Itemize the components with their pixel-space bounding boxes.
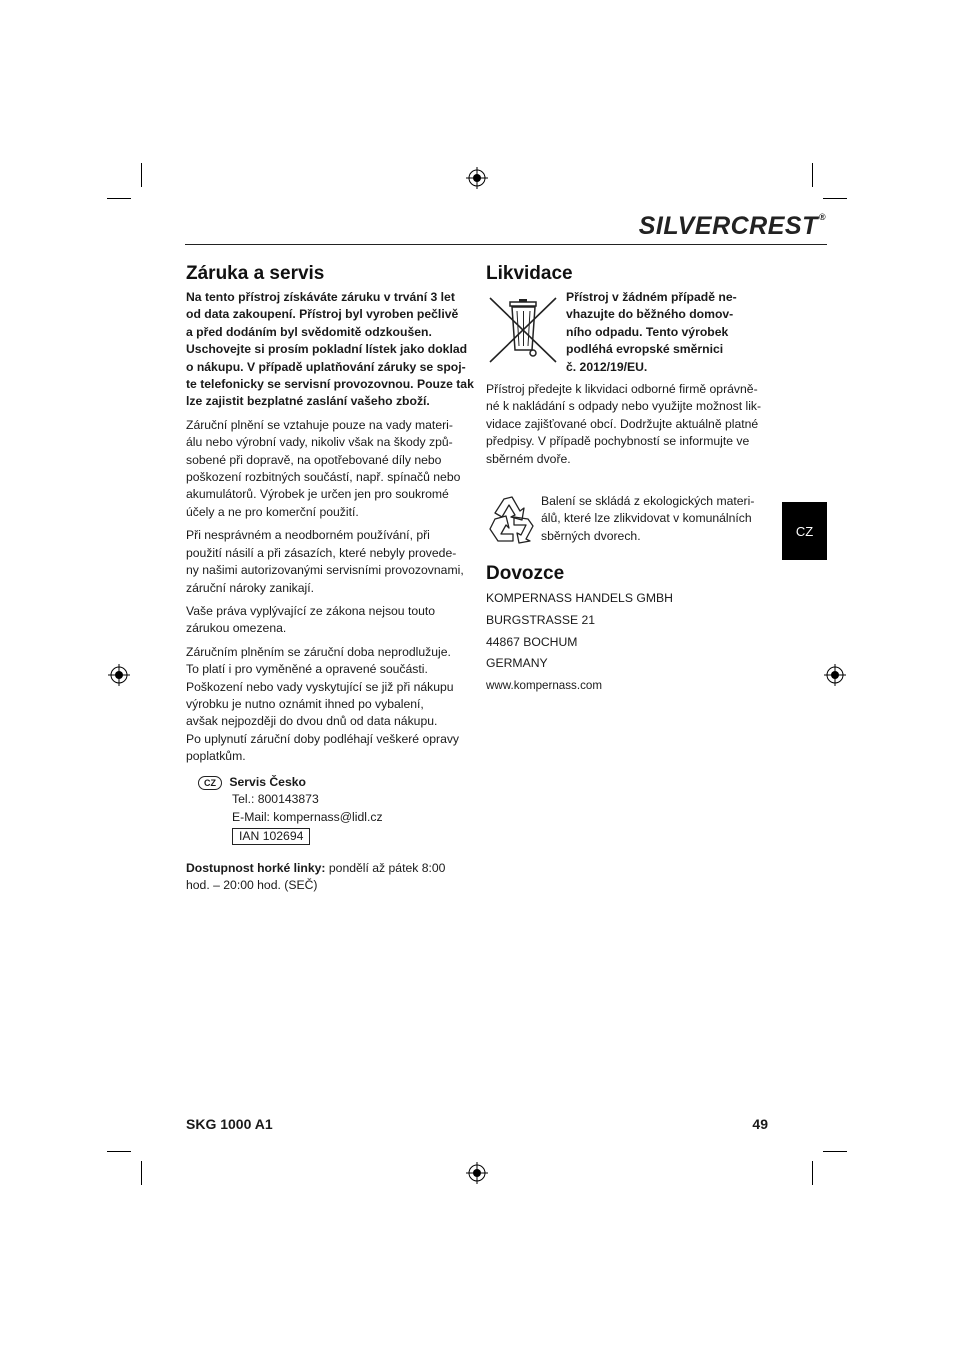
importer-address [486, 588, 776, 697]
text-line: použití násilí a při zásazích, které nebyly provede- [186, 545, 457, 560]
text-line: vidace zajišťované obcí. Dodržujte aktuálně platné [486, 416, 759, 431]
text-line: účely a ne pro komerční použití. [186, 504, 359, 519]
text-line: č. 2012/19/EU. [566, 359, 648, 374]
hotline-label: Dostupnost horké linky: [186, 861, 326, 875]
registration-mark-icon [824, 664, 846, 686]
text-line: předpisy. V případě pochybností se informujte ve [486, 434, 750, 449]
warranty-paragraph-4 [186, 603, 476, 638]
hotline-hours: pondělí až pátek 8:00 [325, 861, 446, 875]
text-line: Uschovejte si prosím pokladní lístek jako doklad [186, 342, 468, 357]
importer-website: www.kompernass.com [486, 679, 602, 693]
service-title: Servis Česko [229, 775, 306, 789]
warranty-paragraph-5 [186, 644, 476, 766]
warranty-paragraph-3 [186, 527, 476, 597]
text-line: te telefonicky se servisní provozovnou. Pouze tak [186, 377, 474, 392]
text-line: sběrných dvorech. [541, 528, 641, 543]
brand-logo [639, 212, 826, 241]
text-line: To platí i pro vyměněné a opravené součásti. [186, 662, 428, 677]
registration-mark-icon [466, 167, 488, 189]
text-line: álů, které lze zlikvidovat v komunálních [541, 511, 752, 526]
text-line: Poškození nebo vady vyskytující se již při nákupu [186, 679, 454, 694]
country-badge: CZ [198, 776, 222, 790]
text-line: sběrném dvoře. [486, 451, 571, 466]
text-line: vhazujte do běžného domov- [566, 307, 734, 322]
crop-mark [141, 163, 142, 187]
warranty-paragraph-1 [186, 289, 476, 411]
text-line: podléhá evropské směrnici [566, 342, 724, 357]
text-line: Přístroj v žádném případě ne- [566, 290, 737, 304]
service-phone: Tel.: 800143873 [232, 792, 319, 807]
importer-company: KOMPERNASS HANDELS GMBH [486, 591, 673, 605]
crop-mark [812, 1161, 813, 1185]
text-line: poškození rozbitných součástí, např. spínačů nebo [186, 470, 461, 485]
warranty-heading: Záruka a servis [186, 263, 325, 284]
text-line: výrobku je nutno oznámit ihned po vybalení, [186, 696, 424, 711]
text-line: Vaše práva vyplývající ze zákona nejsou touto [186, 603, 436, 618]
ian-number: IAN 102694 [232, 828, 310, 845]
crop-mark [107, 1151, 131, 1152]
text-line: álu nebo výrobní vady, nikoliv však na škody způ- [186, 435, 453, 450]
text-line: ny našimi autorizovanými servisními provozovnami, [186, 563, 464, 578]
text-line: o nákupu. V případě uplatňování záruky se spoj- [186, 359, 466, 374]
disposal-paragraph [486, 381, 776, 468]
crop-mark [812, 163, 813, 187]
warranty-paragraph-2 [186, 417, 476, 521]
model-number: SKG 1000 A1 [186, 1116, 273, 1132]
packaging-note [541, 493, 771, 545]
text-line: avšak nejpozději do dvou dnů od data nákupu. [186, 714, 438, 729]
importer-city: 44867 BOCHUM [486, 634, 578, 649]
text-line: sobené při dopravě, na opotřebované díly nebo [186, 452, 442, 467]
brand-registered-mark: ® [818, 212, 826, 222]
text-line: akumulátorů. Výrobek je určen jen pro soukromé [186, 487, 449, 502]
service-email: E-Mail: kompernass@lidl.cz [232, 809, 383, 824]
service-details [232, 791, 468, 845]
crop-mark [823, 198, 847, 199]
text-line: a před dodáním byl svědomitě odzkoušen. [186, 324, 432, 339]
page-number: 49 [752, 1116, 768, 1132]
text-line: zárukou omezena. [186, 621, 287, 636]
text-line: Při nesprávném a neodborném používání, při [186, 528, 430, 543]
text-line: od data zakoupení. Přístroj byl vyroben pečlivě [186, 307, 459, 322]
hotline-info [186, 860, 476, 895]
brand-name: SILVERCREST [638, 212, 818, 240]
disposal-warning [566, 289, 776, 376]
text-line: né k nakládání s odpady nebo využijte možnost lik- [486, 399, 762, 414]
crossed-bin-icon [488, 296, 558, 364]
warranty-text [186, 289, 476, 772]
text-line: Po uplynutí záruční doby podléhají veškeré opravy [186, 731, 460, 746]
text-line: Záručním plněním se záruční doba neprodlužuje. [186, 644, 451, 659]
importer-country: GERMANY [486, 656, 548, 671]
text-line: Balení se skládá z ekologických materi- [541, 494, 755, 508]
recycling-icon [486, 493, 538, 545]
text-line: záruční nároky zanikají. [186, 580, 315, 595]
hotline-hours-cont: hod. – 20:00 hod. (SEČ) [186, 878, 318, 893]
text-line: ního odpadu. Tento výrobek [566, 324, 729, 339]
importer-heading: Dovozce [486, 563, 565, 584]
text-line: lze zajistit bezplatné zaslání vašeho zboží. [186, 394, 430, 409]
registration-mark-icon [466, 1162, 488, 1184]
text-line: Přístroj předejte k likvidaci odborné firmě oprávně- [486, 382, 758, 396]
service-block [198, 774, 468, 846]
crop-mark [107, 198, 131, 199]
text-line: Na tento přístroj získáváte záruku v trvání 3 let [186, 290, 455, 304]
disposal-heading: Likvidace [486, 263, 573, 284]
language-tab: CZ [782, 502, 827, 560]
crop-mark [823, 1151, 847, 1152]
registration-mark-icon [108, 664, 130, 686]
crop-mark [141, 1161, 142, 1185]
header-rule [185, 244, 827, 245]
text-line: poplatkům. [186, 749, 246, 764]
service-title-row [198, 774, 468, 791]
text-line: Záruční plnění se vztahuje pouze na vady materi- [186, 417, 453, 432]
importer-street: BURGSTRASSE 21 [486, 612, 596, 627]
